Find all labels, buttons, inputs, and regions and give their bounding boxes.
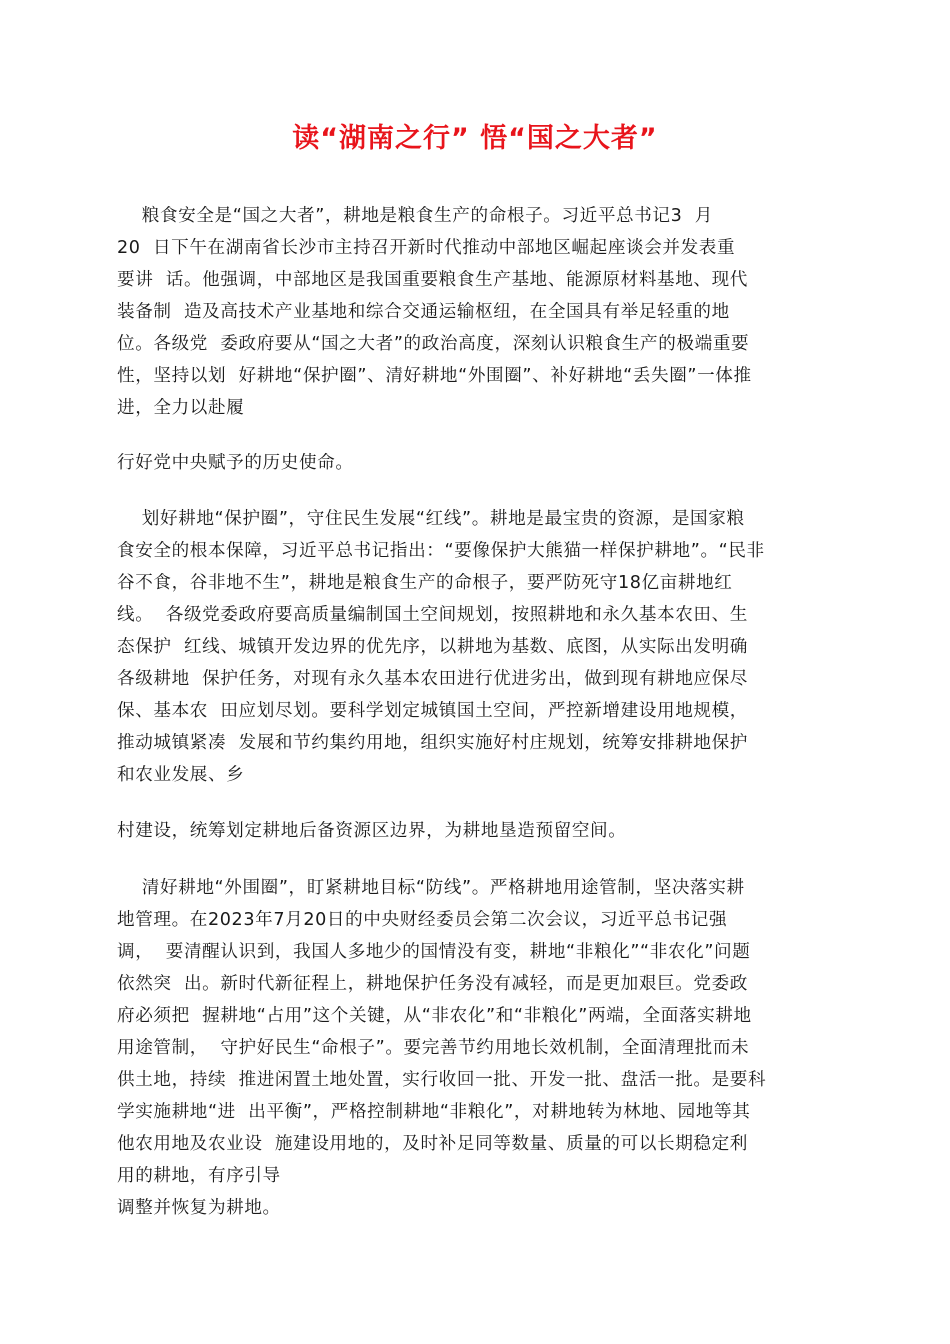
text-line: 供土地，持续 推进闲置土地处置，实行收回一批、开发一批、盘活一批。是要科 <box>117 1070 767 1090</box>
text-line: 府必须把 握耕地“占用”这个关键，从“非农化”和“非粮化”两端，全面落实耕地 <box>117 1006 752 1026</box>
text-line: 用途管制， 守护好民生“命根子”。要完善节约用地长效机制，全面清理批而未 <box>117 1038 750 1058</box>
text-line: 他农用地及农业设 施建设用地的，及时补足同等数量、质量的可以长期稳定利 <box>117 1134 748 1154</box>
text-line: 线。 各级党委政府要高质量编制国土空间规划，按照耕地和永久基本农田、生 <box>117 605 748 625</box>
text-line: 食安全的根本保障，习近平总书记指出：“要像保护大熊猫一样保护耕地”。“民非 <box>117 541 765 561</box>
text-line: 态保护 红线、城镇开发边界的优先序，以耕地为基数、底图，从实际出发明确 <box>117 637 748 657</box>
text-line: 清好耕地“外围圈”，盯紧耕地目标“防线”。严格耕地用途管制，坚决落实耕 <box>117 878 745 898</box>
text-line: 地管理。在2023年7月20日的中央财经委员会第二次会议，习近平总书记强 <box>117 910 728 930</box>
text-line: 要讲 话。他强调，中部地区是我国重要粮食生产基地、能源原材料基地、现代 <box>117 270 748 290</box>
text-line: 调， 要清醒认识到，我国人多地少的国情没有变，耕地“非粮化”“非农化”问题 <box>117 942 751 962</box>
text-line: 装备制 造及高技术产业基地和综合交通运输枢纽，在全国具有举足轻重的地 <box>117 302 730 322</box>
text-line: 谷不食，谷非地不生”，耕地是粮食生产的命根子，要严防死守18亿亩耕地红 <box>117 573 733 593</box>
text-line: 调整并恢复为耕地。 <box>117 1198 281 1218</box>
text-line: 性，坚持以划 好耕地“保护圈”、清好耕地“外围圈”、补好耕地“丢失圈”一体推 <box>117 366 752 386</box>
text-line: 推动城镇紧凑 发展和节约集约用地，组织实施好村庄规划，统筹安排耕地保护 <box>117 733 748 753</box>
text-line: 村建设，统筹划定耕地后备资源区边界，为耕地垦造预留空间。 <box>117 821 627 841</box>
text-line: 划好耕地“保护圈”，守住民生发展“红线”。耕地是最宝贵的资源，是国家粮 <box>117 509 745 529</box>
text-line: 各级耕地 保护任务，对现有永久基本农田进行优进劣出，做到现有耕地应保尽 <box>117 669 748 689</box>
text-line: 位。各级党 委政府要从“国之大者”的政治高度，深刻认识粮食生产的极端重要 <box>117 334 750 354</box>
text-line: 用的耕地，有序引导 <box>117 1166 281 1186</box>
text-line: 和农业发展、乡 <box>117 765 245 785</box>
text-line: 行好党中央赋予的历史使命。 <box>117 453 354 473</box>
text-line: 20 日下午在湖南省长沙市主持召开新时代推动中部地区崛起座谈会并发表重 <box>117 238 736 258</box>
text-line: 粮食安全是“国之大者”，耕地是粮食生产的命根子。习近平总书记3 月 <box>117 206 713 226</box>
page-title: 读“湖南之行” 悟“国之大者” <box>292 123 658 154</box>
text-line: 进，全力以赴履 <box>117 398 245 418</box>
text-line: 依然突 出。新时代新征程上，耕地保护任务没有减轻，而是更加艰巨。党委政 <box>117 974 748 994</box>
text-line: 保、基本农 田应划尽划。要科学划定城镇国土空间，严控新增建设用地规模， <box>117 701 748 721</box>
text-line: 学实施耕地“进 出平衡”，严格控制耕地“非粮化”，对耕地转为林地、园地等其 <box>117 1102 751 1122</box>
